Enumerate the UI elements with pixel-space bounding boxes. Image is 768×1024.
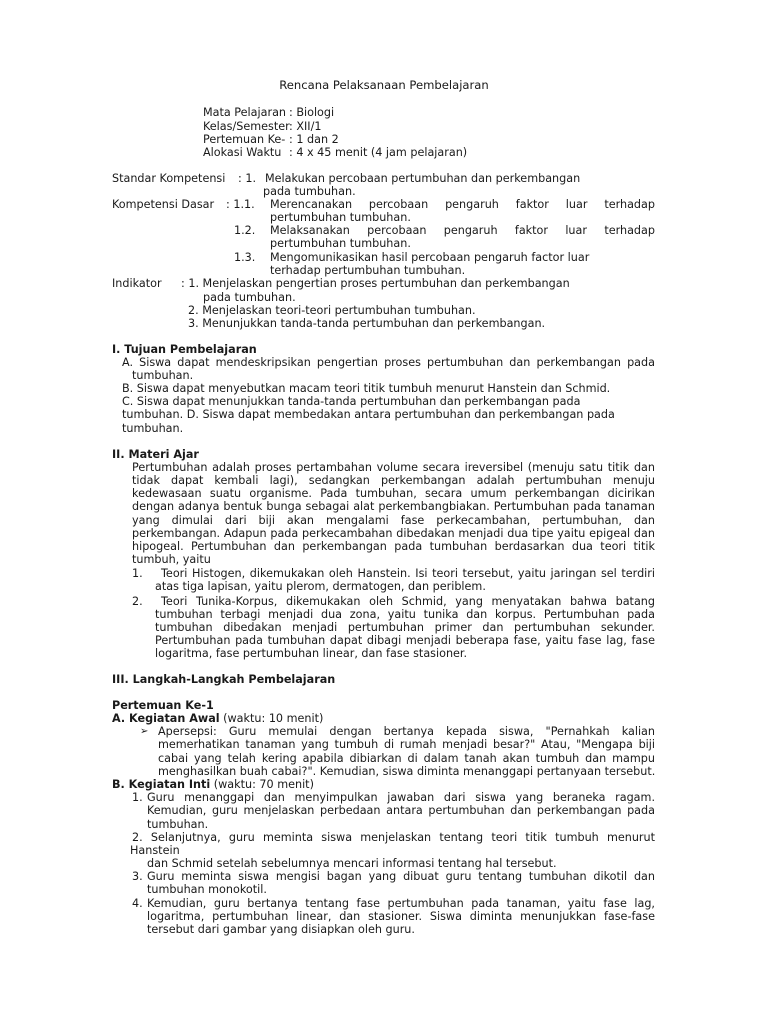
activity-heading	[112, 778, 314, 791]
kd-line: pertumbuhan tumbuhan.	[270, 237, 411, 250]
meta-key: Alokasi Waktu	[203, 146, 282, 159]
activity-time: (waktu: 70 menit)	[210, 778, 314, 791]
material-line: perkembangan. Adapun pada perkecambahan dibedakan menjadi dua tipe yaitu epigeal dan	[132, 527, 655, 540]
section-heading: I. Tujuan Pembelajaran	[112, 343, 257, 356]
meta-row-meeting	[203, 133, 339, 146]
activity-line: Apersepsi: Guru memulai dengan bertanya kepada siswa, "Pernahkah kalian	[158, 725, 655, 738]
objective-line: B. Siswa dapat menyebutkan macam teori titik tumbuh menurut Hanstein dan Schmid.	[122, 382, 611, 395]
meta-value: : Biologi	[289, 106, 335, 119]
indicator-label: Indikator	[112, 277, 162, 290]
activity-line: menghasilkan buah cabai?". Kemudian, siswa diminta menanggapi pertanyaan tersebut.	[158, 765, 656, 778]
sk-label: Standar Kompetensi	[112, 172, 226, 185]
meta-value: : XII/1	[289, 120, 322, 133]
activity-title: A. Kegiatan Awal	[112, 712, 220, 725]
meta-value: : 4 x 45 menit (4 jam pelajaran)	[289, 146, 468, 159]
list-number: 1.	[132, 791, 143, 804]
sk-number: : 1.	[238, 172, 256, 185]
list-number: 3.	[132, 870, 143, 883]
kd-number: 1.3.	[234, 251, 256, 264]
indicator-line: 2. Menjelaskan teori-teori pertumbuhan tumbuhan.	[188, 304, 476, 317]
material-line: Teori Tunika-Korpus, dikemukakan oleh Schmid, yang menyatakan bahwa batang	[161, 595, 655, 608]
section-heading: III. Langkah-Langkah Pembelajaran	[112, 673, 336, 686]
activity-line: tumbuhan monokotil.	[147, 883, 267, 896]
material-line: tumbuhan terbagi menjadi dua zona, yaitu tunika dan korpus. Pertumbuhan pada	[155, 608, 655, 621]
activity-line: logaritma, pertumbuhan linear, dan stasioner. Siswa diminta menunjukkan fase-fase	[147, 910, 655, 923]
objective-line: A. Siswa dapat mendeskripsikan pengertian proses pertumbuhan dan perkembangan pada	[122, 356, 655, 369]
activity-line: Guru menanggapi dan menyimpulkan jawaban dari siswa yang beraneka ragam.	[147, 791, 655, 804]
material-line: atas tiga lapisan, yaitu plerom, dermatogen, dan periblem.	[155, 580, 486, 593]
meta-row-subject	[203, 106, 334, 119]
meta-value: : 1 dan 2	[289, 133, 339, 146]
material-line: kedewasaan suatu organisme. Pada tumbuhan, secara umum perkembangan dicirikan	[132, 487, 655, 500]
meta-row-time	[203, 146, 467, 159]
activity-line: 2. Selanjutnya, guru meminta siswa menjelaskan tentang teori titik tumbuh menurut	[132, 831, 655, 844]
list-number: 4.	[132, 897, 143, 910]
activity-line: Kemudian, guru menjelaskan perbedaan antara pertumbuhan dan perkembangan pada	[147, 804, 655, 817]
meeting-heading: Pertemuan Ke-1	[112, 699, 214, 712]
activity-line: Hanstein	[130, 844, 180, 857]
sk-line: pada tumbuhan.	[263, 185, 356, 198]
material-line: Pertumbuhan adalah proses pertambahan volume secara ireversibel (menuju satu titik dan	[132, 461, 655, 474]
indicator-line: pada tumbuhan.	[203, 291, 296, 304]
kd-number: 1.2.	[234, 224, 256, 237]
activity-heading	[112, 712, 323, 725]
indicator-line: : 1. Menjelaskan pengertian proses pertumbuhan dan perkembangan	[181, 277, 570, 290]
material-line: dengan adanya bentuk bunga sebagai alat perkembangbiakan. Pertumbuhan pada tanaman	[132, 500, 655, 513]
activity-line: tumbuhan.	[147, 818, 209, 831]
activity-line: memerhatikan tanaman yang tumbuh di rumah menjadi besar?" Atau, "Mengapa biji	[158, 738, 655, 751]
objective-line: tumbuhan. D. Siswa dapat membedakan antara pertumbuhan dan perkembangan pada	[122, 408, 615, 421]
meta-key: Pertemuan Ke-	[203, 133, 286, 146]
list-number: 1.	[132, 567, 143, 580]
objective-line: C. Siswa dapat menunjukkan tanda-tanda pertumbuhan dan perkembangan pada	[122, 395, 581, 408]
kd-line: Merencanakan percobaan pengaruh faktor luar terhadap	[270, 198, 655, 211]
document-title: Rencana Pelaksanaan Pembelajaran	[279, 78, 489, 92]
material-line: tumbuh, yaitu	[132, 553, 211, 566]
material-line: Pertumbuhan pada tumbuhan dapat dibagi menjadi beberapa fase, yaitu fase lag, fase	[155, 634, 655, 647]
kd-line: Melaksanakan percobaan pengaruh faktor luar terhadap	[270, 224, 655, 237]
arrow-bullet-icon: ➢	[140, 726, 149, 737]
section-heading: II. Materi Ajar	[112, 448, 199, 461]
kd-number: : 1.1.	[226, 198, 255, 211]
objective-line: tumbuhan.	[132, 369, 194, 382]
kd-label: Kompetensi Dasar	[112, 198, 215, 211]
meta-key: Mata Pelajaran	[203, 106, 287, 119]
material-line: tidak dapat kembali lagi), sedangkan perkembangan adalah pertumbuhan menuju	[132, 474, 655, 487]
material-line: yang dimulai dari biji akan mengalami fase perkecambahan, pertumbuhan, dan	[132, 514, 655, 527]
kd-line: pertumbuhan tumbuhan.	[270, 211, 411, 224]
objective-line: tumbuhan.	[122, 422, 184, 435]
meta-key: Kelas/Semester	[203, 120, 290, 133]
activity-time: (waktu: 10 menit)	[219, 712, 324, 725]
activity-line: tersebut dari gambar yang disiapkan oleh guru.	[147, 923, 415, 936]
activity-title: B. Kegiatan Inti	[112, 778, 211, 791]
sk-line: Melakukan percobaan pertumbuhan dan perkembangan	[265, 172, 581, 185]
kd-line: terhadap pertumbuhan tumbuhan.	[270, 264, 466, 277]
material-line: tumbuhan dibedakan menjadi pertumbuhan primer dan pertumbuhan sekunder.	[155, 621, 655, 634]
material-line: hipogeal. Pertumbuhan dan perkembangan pada tumbuhan berdasarkan dua teori titik	[132, 540, 655, 553]
activity-line: cabai yang telah kering apabila dibiarkan di dalam tanah akan tumbuh dan mampu	[158, 752, 655, 765]
kd-line: Mengomunikasikan hasil percobaan pengaruh factor luar	[270, 251, 590, 264]
activity-line: Guru meminta siswa mengisi bagan yang dibuat guru tentang tumbuhan dikotil dan	[147, 870, 655, 883]
indicator-line: 3. Menunjukkan tanda-tanda pertumbuhan dan perkembangan.	[188, 317, 546, 330]
activity-line: dan Schmid setelah sebelumnya mencari informasi tentang hal tersebut.	[147, 857, 557, 870]
list-number: 2.	[132, 595, 143, 608]
material-line: logaritma, fase pertumbuhan linear, dan fase stasioner.	[155, 647, 468, 660]
material-line: Teori Histogen, dikemukakan oleh Hanstein. Isi teori tersebut, yaitu jaringan sel terdiri	[161, 567, 655, 580]
activity-line: Kemudian, guru bertanya tentang fase pertumbuhan pada tanaman, yaitu fase lag,	[147, 897, 655, 910]
meta-row-class	[203, 120, 321, 133]
